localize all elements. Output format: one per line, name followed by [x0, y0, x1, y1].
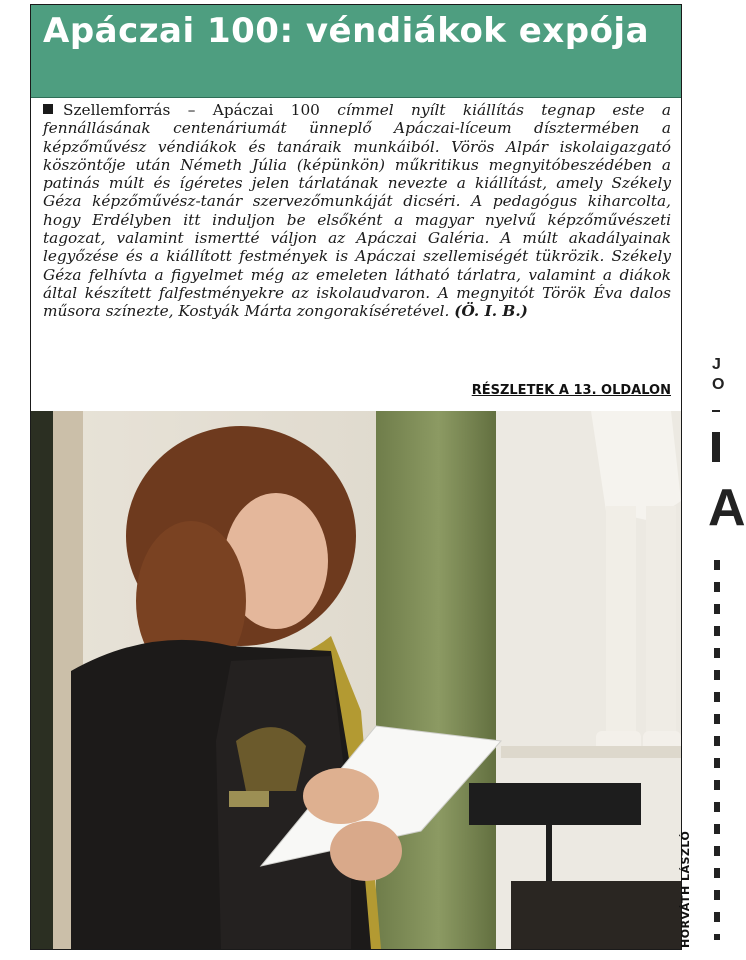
- photo-illustration: [31, 411, 681, 949]
- news-article: [30, 4, 682, 950]
- article-text: címmel nyílt kiállítás tegnap este a fennállásának centenáriumát ünneplő Apáczai-líceum dísztermében a képzőművész véndiákok és tanáraik munkáiból. Vörös Alpár iskolaigazgató köszöntője után Németh Júlia (képünkön) műkritikus megnyitóbeszédében a patinás múlt és ígéretes jelen tárlatának nevezte a kiállítást, amely Székely Géza képzőművész-tanár szervezőmunkáját dicséri. A pedagógus kiharcolta, hogy Erdélyben itt induljon be elsőként a magyar nyelvű képzőművészeti tagozat, valamint ismertté váljon az Apáczai Galéria. A múlt akadályainak legyőzése és a kiállított festmények is Apáczai szellemiségét tükrözik. Székely Géza felhívta a figyelmet még az emeleten látható tárlatra, valamint a diákok által készített falfestményekre az iskolaudvaron. A megnyitót Török Éva dalos műsora színezte, Kostyák Márta zongorakíséretével.: [43, 101, 671, 321]
- article-photo: [31, 411, 681, 949]
- bullet-square-icon: [43, 104, 53, 114]
- neighbor-headline-letter: A: [708, 479, 746, 537]
- author-signature: (Ö. I. B.): [454, 302, 528, 321]
- headline: Apáczai 100: véndiákok expója: [43, 11, 650, 51]
- headline-banner: [31, 5, 681, 98]
- photo-credit: HORVÁTH LÁSZLÓ: [679, 830, 692, 948]
- lead-title: Szellemforrás – Apáczai 100: [63, 101, 320, 119]
- neighbor-text-column: [714, 560, 720, 940]
- continued-link[interactable]: RÉSZLETEK A 13. OLDALON: [471, 383, 671, 398]
- neighbor-letter: O: [712, 376, 725, 393]
- neighbor-heading-fragment: [712, 432, 720, 462]
- neighbor-letter: J: [712, 356, 721, 373]
- article-body: [43, 101, 671, 321]
- neighbor-rule: [712, 410, 720, 412]
